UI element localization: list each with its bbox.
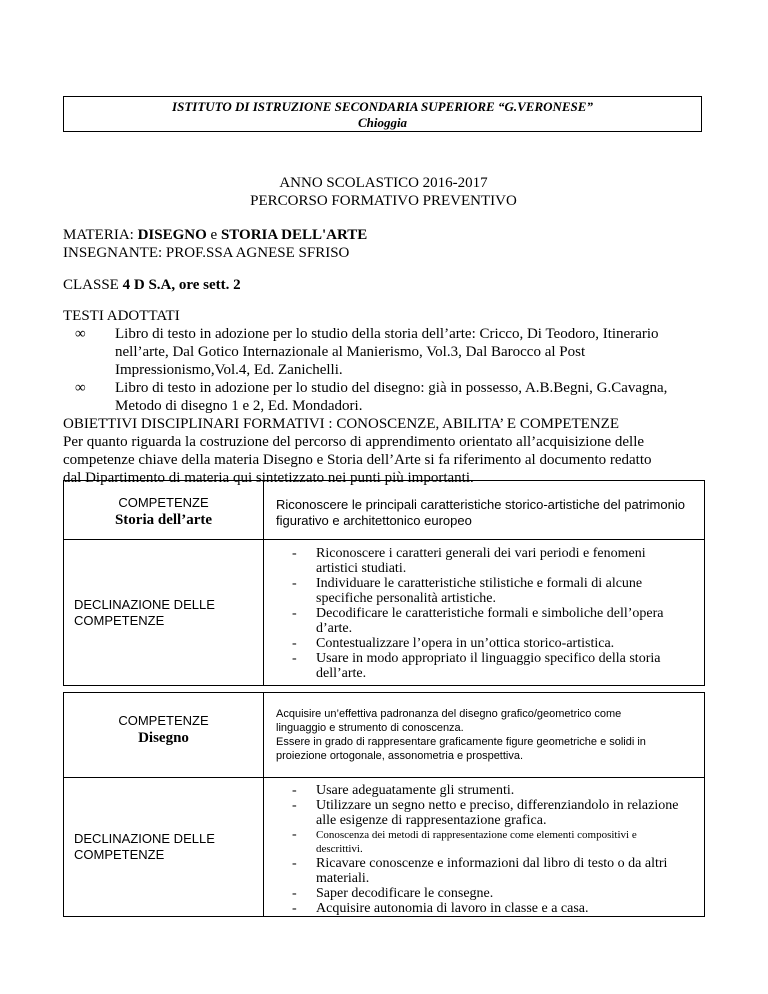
art-declination-list-cell: [264, 540, 705, 686]
subject-name-1: DISEGNO: [137, 227, 207, 243]
table-row: [64, 540, 705, 686]
class-label: CLASSE: [63, 277, 123, 293]
plan-title: PERCORSO FORMATIVO PREVENTIVO: [250, 193, 517, 209]
list-item: - Ricavare conoscenze e informazioni dal libro di testo o da altri materiali.: [292, 856, 668, 886]
texts-list: [75, 325, 715, 415]
table-row: [64, 481, 705, 540]
list-item: - Riconoscere i caratteri generali dei vari periodi e fenomeni artistici studiati.: [292, 546, 646, 576]
drawing-declination-list-cell: [264, 778, 705, 917]
art-competence-text-cell: Riconoscere le principali caratteristiche storico-artistiche del patrimonio figurativo e architettonico europeo: [264, 481, 705, 540]
competence-label: COMPETENZE: [118, 713, 209, 728]
list-item: - Contestualizzare l’opera in un’ottica storico-artistica.: [292, 636, 615, 651]
art-declination-label-cell: DECLINAZIONE DELLE COMPETENZE: [64, 540, 264, 686]
subject-label: MATERIA:: [63, 227, 138, 243]
class-value: 4 D S.A, ore sett. 2: [122, 277, 241, 293]
drawing-subject: Disegno: [138, 730, 189, 746]
list-item: - Utilizzare un segno netto e preciso, differenziandolo in relazione alle esigenze di rappresentazione grafica.: [292, 798, 679, 828]
infinity-bullet-icon: ∞: [75, 326, 86, 342]
list-item: - Decodificare le caratteristiche formali e simboliche dell’opera d’arte.: [292, 606, 664, 636]
texts-heading: TESTI ADOTTATI: [63, 308, 180, 324]
objectives-heading: OBIETTIVI DISCIPLINARI FORMATIVI : CONOSCENZE, ABILITA’ E COMPETENZE: [63, 416, 619, 432]
art-competence-label-cell: [64, 481, 264, 540]
drawing-competence-label-cell: [64, 693, 264, 778]
drawing-declination-list: [292, 783, 696, 916]
drawing-declination-label-cell: DECLINAZIONE DELLE COMPETENZE: [64, 778, 264, 917]
list-item: - Usare adeguatamente gli strumenti.: [292, 783, 515, 798]
list-item: - Saper decodificare le consegne.: [292, 886, 494, 901]
objectives-section: OBIETTIVI DISCIPLINARI FORMATIVI : CONOSCENZE, ABILITA’ E COMPETENZE Per quanto riguarda la costruzione del percorso di apprendimento orientato all’acquisizione delle competenze chiave della materia Disegno e Storia dell’Arte si fa riferimento al documento redatto dal Dipartimento di materia qui sintetizzato nei punti più importanti.: [63, 415, 713, 487]
table-row: [64, 693, 705, 778]
text-item: ∞ Libro di testo in adozione per lo studio del disegno: già in possesso, A.B.Begni, G.Cavagna, Metodo di disegno 1 e 2, Ed. Mondadori.: [75, 380, 668, 414]
institute-city: Chioggia: [357, 115, 408, 130]
art-competences-table: [63, 480, 705, 686]
competence-label: COMPETENZE: [118, 495, 209, 510]
subject-line: [63, 226, 367, 244]
institute-name: ISTITUTO DI ISTRUZIONE SECONDARIA SUPERIORE “G.VERONESE”: [172, 99, 593, 114]
list-item: - Acquisire autonomia di lavoro in classe e a casa.: [292, 901, 589, 916]
list-item: - Conoscenza dei metodi di rappresentazione come elementi compositivi e descrittivi.: [292, 827, 637, 855]
table-row: [64, 778, 705, 917]
subject-conj: e: [206, 227, 221, 243]
list-item: - Usare in modo appropriato il linguaggio specifico della storia dell’arte.: [292, 651, 661, 681]
art-declination-list: [292, 546, 694, 681]
year-title: ANNO SCOLASTICO 2016-2017: [279, 175, 488, 191]
art-subject: Storia dell’arte: [114, 512, 213, 528]
drawing-competences-table: [63, 692, 705, 917]
teacher-line: INSEGNANTE: PROF.SSA AGNESE SFRISO: [63, 245, 350, 261]
infinity-bullet-icon: ∞: [75, 380, 86, 396]
class-line: [63, 276, 241, 294]
institute-header: [63, 96, 702, 132]
text-item: ∞ Libro di testo in adozione per lo studio della storia dell’arte: Cricco, Di Teodoro, Itinerario nell’arte, Dal Gotico Internazionale al Manierismo, Vol.3, Dal Barocco al Post Impressionismo,Vol.4, Ed. Zanichelli.: [75, 326, 659, 378]
list-item: - Individuare le caratteristiche stilistiche e formali di alcune specifiche personalità artistiche.: [292, 576, 643, 606]
subject-name-2: STORIA DELL'ARTE: [220, 227, 368, 243]
drawing-competence-text-cell: Acquisire un’effettiva padronanza del disegno grafico/geometrico come linguaggio e strumento di conoscenza. Essere in grado di rappresentare graficamente figure geometriche e solidi in proiezione ortogonale, assonometria e prospettiva.: [264, 693, 705, 778]
